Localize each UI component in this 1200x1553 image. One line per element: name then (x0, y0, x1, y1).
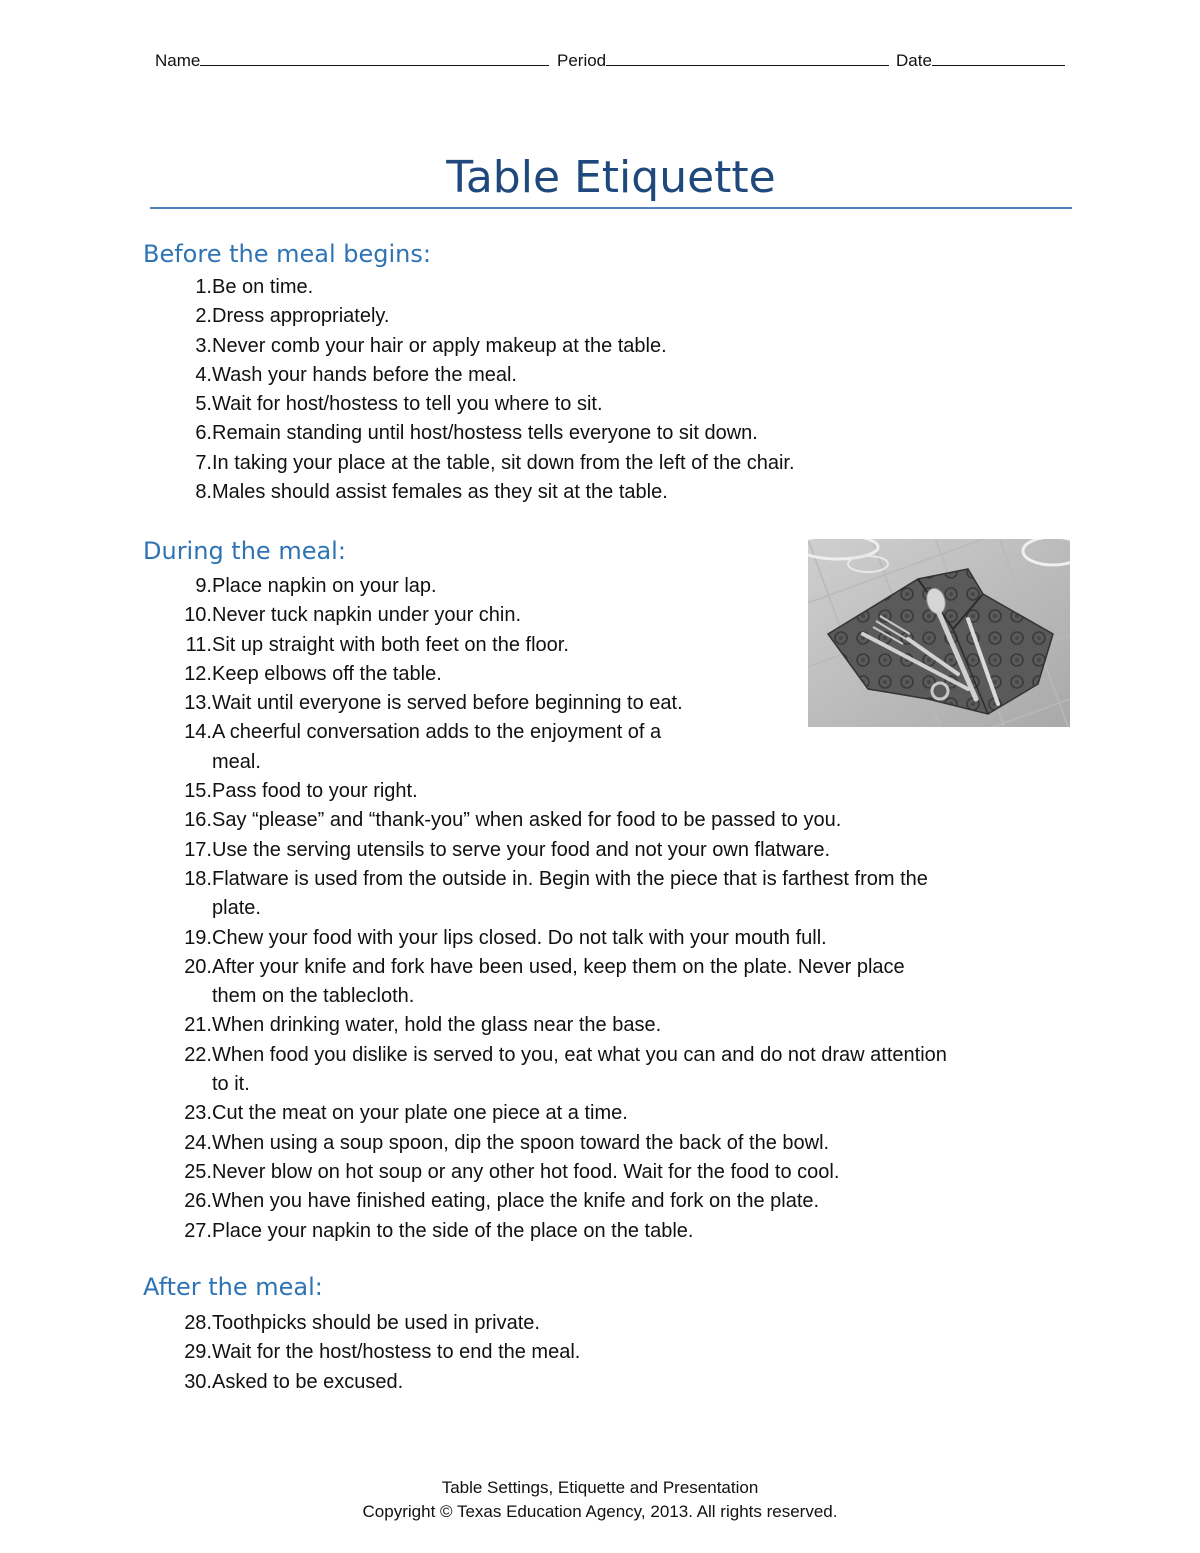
list-item-number: 18. (184, 867, 212, 890)
after-meal-list (184, 1309, 581, 1397)
title-divider (150, 207, 1072, 209)
list-item (184, 1187, 947, 1216)
list-item-number: 15. (184, 780, 212, 803)
list-item (184, 777, 947, 806)
period-label: Period (557, 51, 607, 70)
name-field[interactable] (155, 48, 549, 72)
list-item-text: When you have finished eating, place the knife and fork on the plate. (212, 1190, 820, 1213)
list-item (184, 953, 947, 1012)
list-item-text: Use the serving utensils to serve your food and not your own flatware. (212, 838, 831, 861)
list-item-number: 23. (184, 1102, 212, 1125)
list-item-text: Say “please” and “thank-you” when asked for food to be passed to you. (212, 809, 842, 832)
list-item-text: Never tuck napkin under your chin. (212, 604, 522, 627)
list-item-number: 29. (184, 1341, 212, 1364)
list-item-text: Wait until everyone is served before beginning to eat. (212, 692, 683, 715)
list-item-text: Dress appropriately. (212, 305, 390, 328)
list-item (184, 1217, 947, 1246)
list-item (184, 1309, 580, 1338)
list-item (195, 273, 795, 302)
list-item-number: 2. (195, 305, 212, 328)
napkin-flatware-photo (808, 539, 1070, 727)
list-item-text: When food you dislike is served to you, eat what you can and do not draw attention (212, 1043, 947, 1066)
list-item-number: 4. (195, 363, 212, 386)
list-item-number: 26. (184, 1190, 212, 1213)
list-item-number: 3. (195, 334, 212, 357)
list-item (184, 1158, 947, 1187)
list-item-text: When drinking water, hold the glass near the base. (212, 1014, 662, 1037)
list-item-text: Asked to be excused. (212, 1370, 404, 1393)
list-item-text: When using a soup spoon, dip the spoon toward the back of the bowl. (212, 1131, 830, 1154)
list-item-text: Sit up straight with both feet on the floor. (212, 633, 569, 656)
list-item-number: 7. (195, 451, 212, 474)
list-item-text: Chew your food with your lips closed. Do not talk with your mouth full. (212, 926, 827, 949)
period-field[interactable] (557, 48, 889, 72)
list-item-text: to it. (212, 1073, 250, 1096)
before-meal-list (195, 273, 795, 507)
list-item-number: 20. (184, 955, 212, 978)
list-item-text: Cut the meat on your plate one piece at a time. (212, 1102, 628, 1125)
list-item-text: Wait for host/hostess to tell you where to sit. (212, 393, 603, 416)
list-item-number: 12. (184, 662, 212, 685)
list-item-number: 22. (184, 1043, 212, 1066)
section-heading-during: During the meal: (143, 537, 346, 565)
list-item (195, 390, 795, 419)
list-item-text: Place napkin on your lap. (212, 575, 437, 597)
list-item-number: 9. (195, 575, 212, 597)
list-item-number: 25. (184, 1160, 212, 1183)
list-item-text: Wash your hands before the meal. (212, 363, 517, 386)
list-item-number: 17. (184, 838, 212, 861)
list-item-text: Keep elbows off the table. (212, 662, 442, 685)
list-item-number: 28. (184, 1312, 212, 1334)
list-item (184, 1041, 947, 1100)
list-item (184, 1099, 947, 1128)
date-label: Date (896, 51, 932, 70)
list-item-number: 8. (195, 481, 212, 504)
page-title: Table Etiquette (446, 152, 776, 203)
section-heading-after: After the meal: (143, 1273, 323, 1301)
list-item (184, 865, 947, 924)
name-blank[interactable] (200, 48, 549, 66)
list-item-text: Never comb your hair or apply makeup at the table. (212, 334, 667, 357)
list-item (195, 302, 795, 331)
list-item (184, 924, 947, 953)
list-item-number: 10. (184, 604, 212, 627)
list-item-text: Never blow on hot soup or any other hot food. Wait for the food to cool. (212, 1160, 840, 1183)
list-item-text: Toothpicks should be used in private. (212, 1312, 540, 1334)
list-item (184, 1129, 947, 1158)
list-item-number: 16. (184, 809, 212, 832)
list-item (195, 332, 795, 361)
list-item (184, 1338, 581, 1367)
list-item (184, 1368, 580, 1397)
list-item (195, 478, 795, 507)
list-item-number: 19. (184, 926, 212, 949)
section-heading-before: Before the meal begins: (143, 240, 431, 268)
list-item (184, 1011, 947, 1040)
list-item-text: Males should assist females as they sit at the table. (212, 481, 668, 504)
name-label: Name (155, 51, 201, 70)
footer-copyright: Copyright © Texas Education Agency, 2013. All rights reserved. (362, 1502, 838, 1521)
list-item-text: Wait for the host/hostess to end the meal. (212, 1341, 581, 1364)
list-item-text: meal. (212, 750, 261, 773)
period-blank[interactable] (606, 48, 889, 66)
list-item-number: 30. (184, 1370, 212, 1393)
list-item (184, 718, 947, 777)
list-item (184, 806, 947, 835)
list-item-text: Remain standing until host/hostess tells everyone to sit down. (212, 422, 758, 445)
list-item-text: Be on time. (212, 276, 314, 298)
list-item-number: 24. (184, 1131, 212, 1154)
date-blank[interactable] (932, 48, 1065, 66)
list-item-number: 13. (184, 692, 212, 715)
list-item-text: Place your napkin to the side of the place on the table. (212, 1219, 694, 1242)
list-item (195, 361, 795, 390)
list-item (195, 449, 795, 478)
list-item-number: 14. (184, 721, 212, 744)
list-item (184, 836, 947, 865)
list-item-text: plate. (212, 897, 261, 920)
list-item-text: them on the tablecloth. (212, 985, 415, 1008)
list-item-number: 21. (184, 1014, 212, 1037)
list-item-text: Pass food to your right. (212, 780, 418, 803)
list-item-number: 11. (185, 633, 212, 656)
list-item (195, 419, 795, 448)
list-item-text: After your knife and fork have been used, keep them on the plate. Never place (212, 955, 905, 978)
list-item-text: In taking your place at the table, sit down from the left of the chair. (212, 451, 795, 474)
list-item-number: 6. (195, 422, 212, 445)
list-item-number: 1. (195, 276, 212, 298)
date-field[interactable] (896, 48, 1065, 72)
list-item-number: 5. (195, 393, 212, 416)
footer-course-title: Table Settings, Etiquette and Presentation (441, 1478, 759, 1497)
list-item-number: 27. (184, 1219, 212, 1242)
list-item-text: A cheerful conversation adds to the enjoyment of a (212, 721, 662, 744)
list-item-text: Flatware is used from the outside in. Begin with the piece that is farthest from the (212, 867, 928, 890)
